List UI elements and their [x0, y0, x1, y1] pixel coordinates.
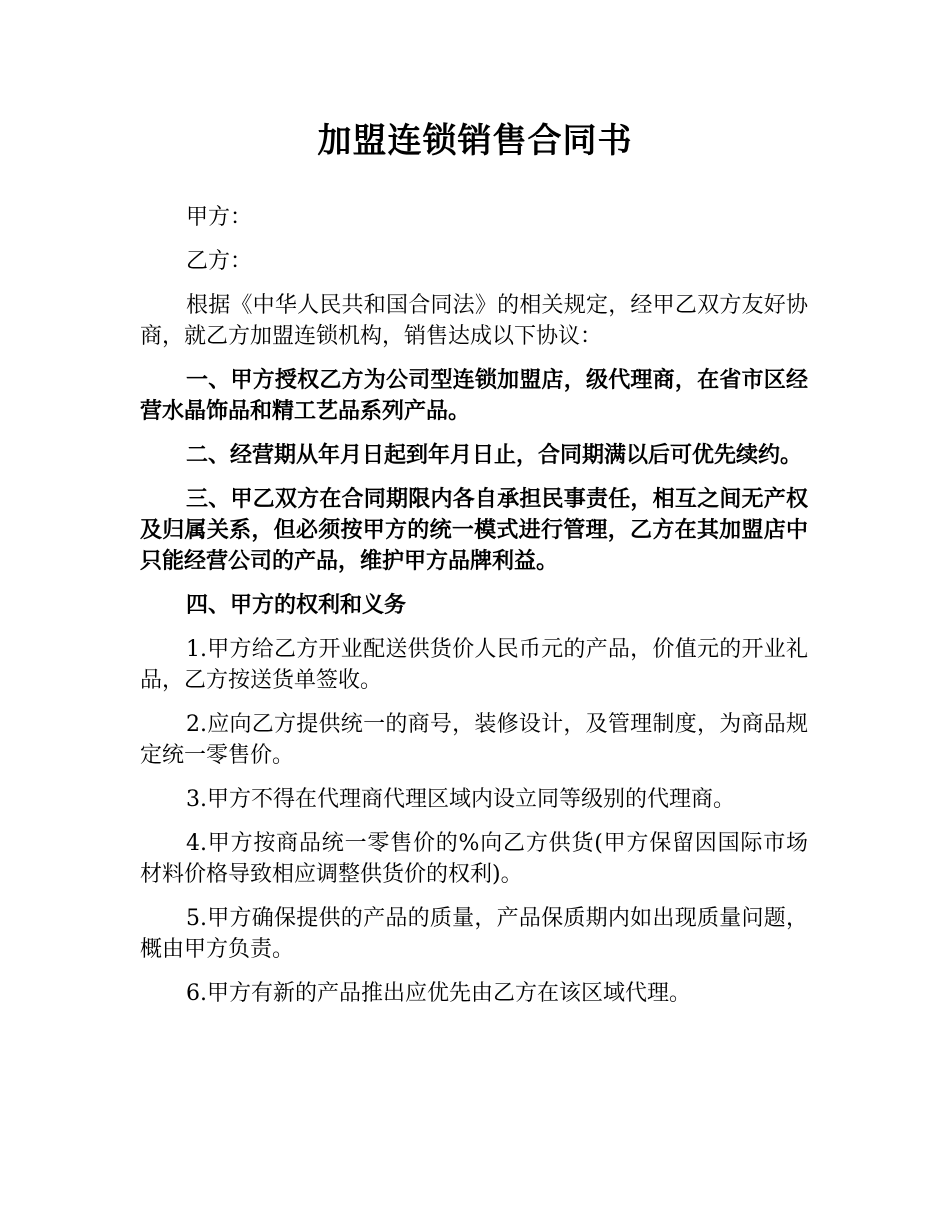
- clause-4-item-4: 4.甲方按商品统一零售价的%向乙方供货(甲方保留因国际市场材料价格导致相应调整供货价的权利)。: [140, 831, 808, 887]
- clause-3: 三、甲乙双方在合同期限内各自承担民事责任，相互之间无产权及归属关系，但必须按甲方的统一模式进行管理，乙方在其加盟店中只能经营公司的产品，维护甲方品牌利益。: [140, 487, 808, 574]
- document-body: [140, 202, 808, 1022]
- preamble-paragraph: 根据《中华人民共和国合同法》的相关规定，经甲乙双方友好协商，就乙方加盟连锁机构，销售达成以下协议：: [140, 293, 808, 349]
- clause-4-item-3: 3.甲方不得在代理商代理区域内设立同等级别的代理商。: [186, 787, 735, 812]
- document-title: 加盟连锁销售合同书: [317, 121, 633, 161]
- party-b-line: 乙方：: [186, 249, 253, 274]
- party-a-line: 甲方：: [186, 205, 253, 230]
- clause-2: 二、经营期从年月日起到年月日止，合同期满以后可优先续约。: [186, 443, 803, 468]
- clause-4-heading: 四、甲方的权利和义务: [186, 593, 407, 618]
- clause-4-item-1: 1.甲方给乙方开业配送供货价人民币元的产品，价值元的开业礼品，乙方按送货单签收。: [140, 637, 808, 693]
- clause-1: 一、甲方授权乙方为公司型连锁加盟店，级代理商，在省市区经营水晶饰品和精工艺品系列产品。: [140, 368, 808, 424]
- clause-4-item-2: 2.应向乙方提供统一的商号，装修设计，及管理制度，为商品规定统一零售价。: [140, 712, 808, 768]
- clause-4-item-5: 5.甲方确保提供的产品的质量，产品保质期内如出现质量问题，概由甲方负责。: [140, 906, 808, 962]
- clause-4-item-6: 6.甲方有新的产品推出应优先由乙方在该区域代理。: [186, 981, 691, 1006]
